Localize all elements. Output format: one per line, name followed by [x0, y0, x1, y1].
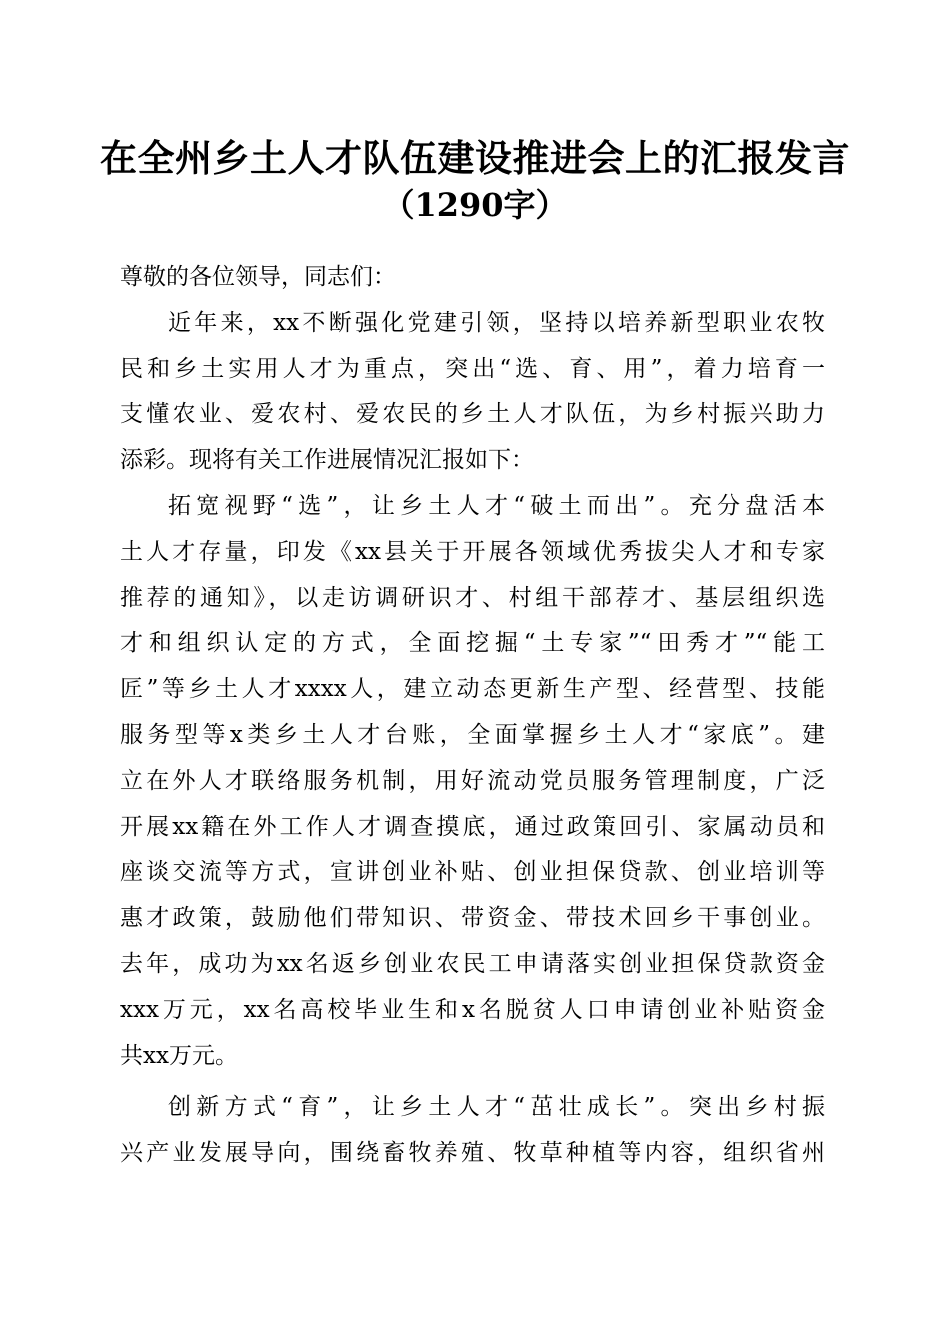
paragraph-line: 服务型等x类乡土人才台账，全面掌握乡土人才“家底”。建: [120, 721, 825, 748]
paragraph-line: 土人才存量，印发《xx县关于开展各领域优秀拔尖人才和专家: [120, 538, 825, 565]
paragraph-line: 创新方式“育”，让乡土人才“茁壮成长”。突出乡村振: [168, 1094, 825, 1121]
paragraph-line: 近年来，xx不断强化党建引领，坚持以培养新型职业农牧: [168, 309, 825, 336]
document-body: [120, 255, 825, 1177]
paragraph-line: 拓宽视野“选”，让乡土人才“破土而出”。充分盘活本: [168, 492, 825, 519]
paragraph-line: 立在外人才联络服务机制，用好流动党员服务管理制度，广泛: [120, 767, 825, 794]
title-block: [60, 134, 890, 228]
paragraph-line: 支懂农业、爱农村、爱农民的乡土人才队伍，为乡村振兴助力: [120, 401, 825, 428]
paragraph-line: 兴产业发展导向，围绕畜牧养殖、牧草种植等内容，组织省州: [120, 1140, 825, 1167]
paragraph-line: 添彩。现将有关工作进展情况汇报如下：: [120, 447, 534, 474]
paragraph-line: 开展xx籍在外工作人才调查摸底，通过政策回引、家属动员和: [120, 813, 825, 840]
paragraph-line: 匠”等乡土人才xxxx人，建立动态更新生产型、经营型、技能: [120, 676, 825, 703]
paragraph-line: 座谈交流等方式，宣讲创业补贴、创业担保贷款、创业培训等: [120, 859, 825, 886]
paragraph-line: 共xx万元。: [120, 1042, 238, 1069]
salutation: 尊敬的各位领导，同志们：: [120, 264, 396, 290]
paragraph-intro: [120, 301, 825, 484]
paragraph-line: 推荐的通知》，以走访调研识才、村组干部荐才、基层组织选: [120, 584, 825, 611]
paragraph-line: 民和乡土实用人才为重点，突出“选、育、用”，着力培育一: [120, 355, 825, 382]
paragraph-line: 去年，成功为xx名返乡创业农民工申请落实创业担保贷款资金: [120, 950, 825, 977]
paragraph-select: [120, 484, 825, 1079]
paragraph-line: xxx万元，xx名高校毕业生和x名脱贫人口申请创业补贴资金: [120, 996, 825, 1023]
document-title: 在全州乡土人才队伍建设推进会上的汇报发言: [100, 136, 850, 180]
paragraph-line: 惠才政策，鼓励他们带知识、带资金、带技术回乡干事创业。: [120, 905, 825, 932]
paragraph-cultivate: [120, 1085, 825, 1177]
document-subtitle: （1290字）: [382, 186, 568, 224]
paragraph-line: 才和组织认定的方式，全面挖掘“土专家”“田秀才”“能工: [120, 630, 825, 657]
